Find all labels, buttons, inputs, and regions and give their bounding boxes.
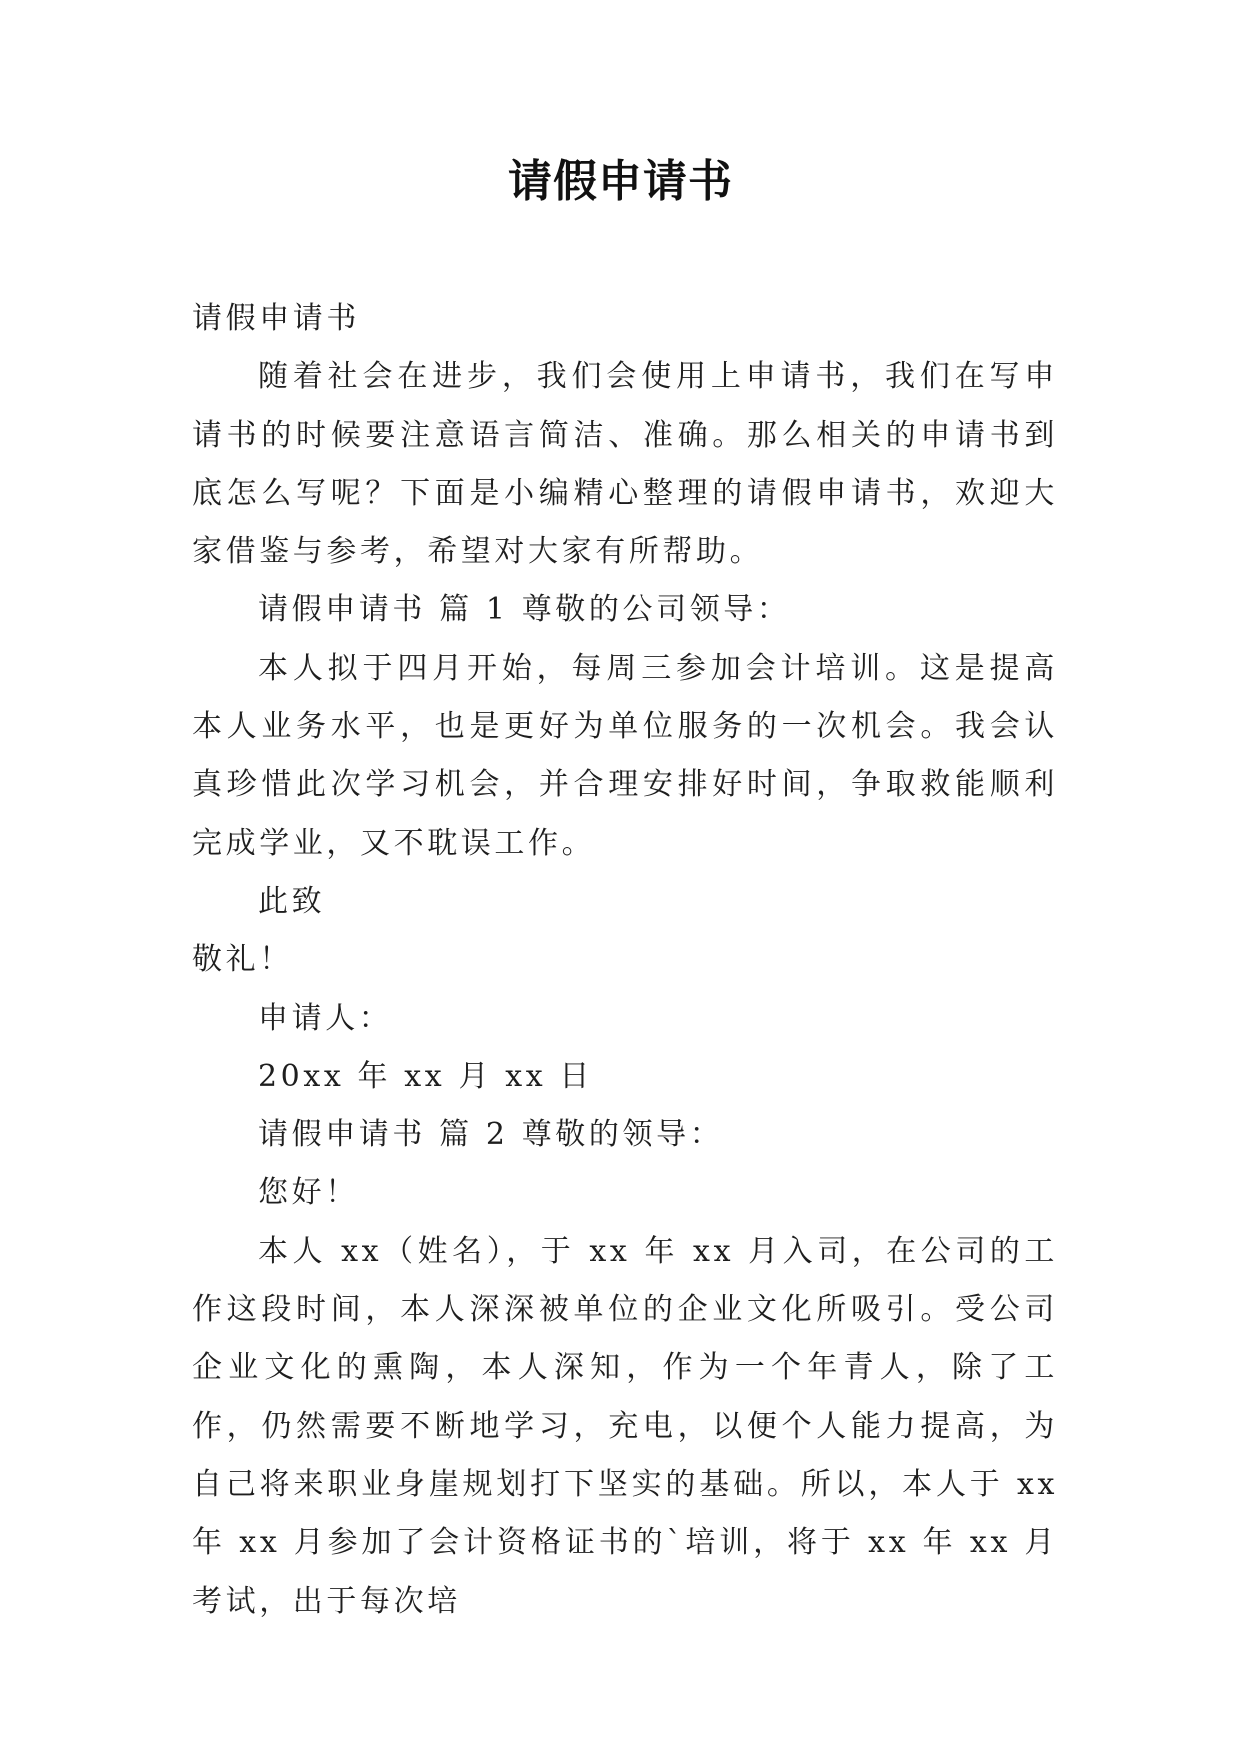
paragraph-letter2-salutation: 请假申请书 篇 2 尊敬的领导： xyxy=(258,1117,724,1153)
paragraph-heading: 请假申请书 xyxy=(192,301,360,336)
paragraph-regards: 敬礼！ xyxy=(192,942,293,978)
paragraph-closing: 此致 xyxy=(258,883,326,919)
paragraph-letter1-salutation: 请假申请书 篇 1 尊敬的公司领导： xyxy=(258,592,791,628)
document-body xyxy=(192,290,1058,1631)
paragraph-intro: 随着社会在进步，我们会使用上申请书，我们在写申请书的时候要注意语言简洁、准确。那么相关的申请书到底怎么写呢？下面是小编精心整理的请假申请书，欢迎大家借鉴与参考，希望对大家有所帮助。 xyxy=(192,359,1058,570)
paragraph-date: 20xx 年 xx 月 xx 日 xyxy=(258,1058,593,1094)
paragraph-letter2-body: 本人 xx（姓名），于 xx 年 xx 月入司，在公司的工作这段时间，本人深深被单位的企业文化所吸引。受公司企业文化的熏陶，本人深知，作为一个年青人，除了工作，仍然需要不断地学习，充电，以便个人能力提高，为自己将来职业身崖规划打下坚实的基础。所以，本人于 xx 年 xx 月参加了会计资格证书的`培训，将于 xx 年 xx 月考试，出于每次培 xyxy=(192,1233,1058,1619)
paragraph-letter1-body: 本人拟于四月开始，每周三参加会计培训。这是提高本人业务水平，也是更好为单位服务的一次机会。我会认真珍惜此次学习机会，并合理安排好时间，争取救能顺利完成学业，又不耽误工作。 xyxy=(192,650,1058,861)
paragraph-applicant: 申请人： xyxy=(258,1000,393,1036)
document-title: 请假申请书 xyxy=(508,156,733,207)
paragraph-greeting: 您好！ xyxy=(258,1175,359,1211)
